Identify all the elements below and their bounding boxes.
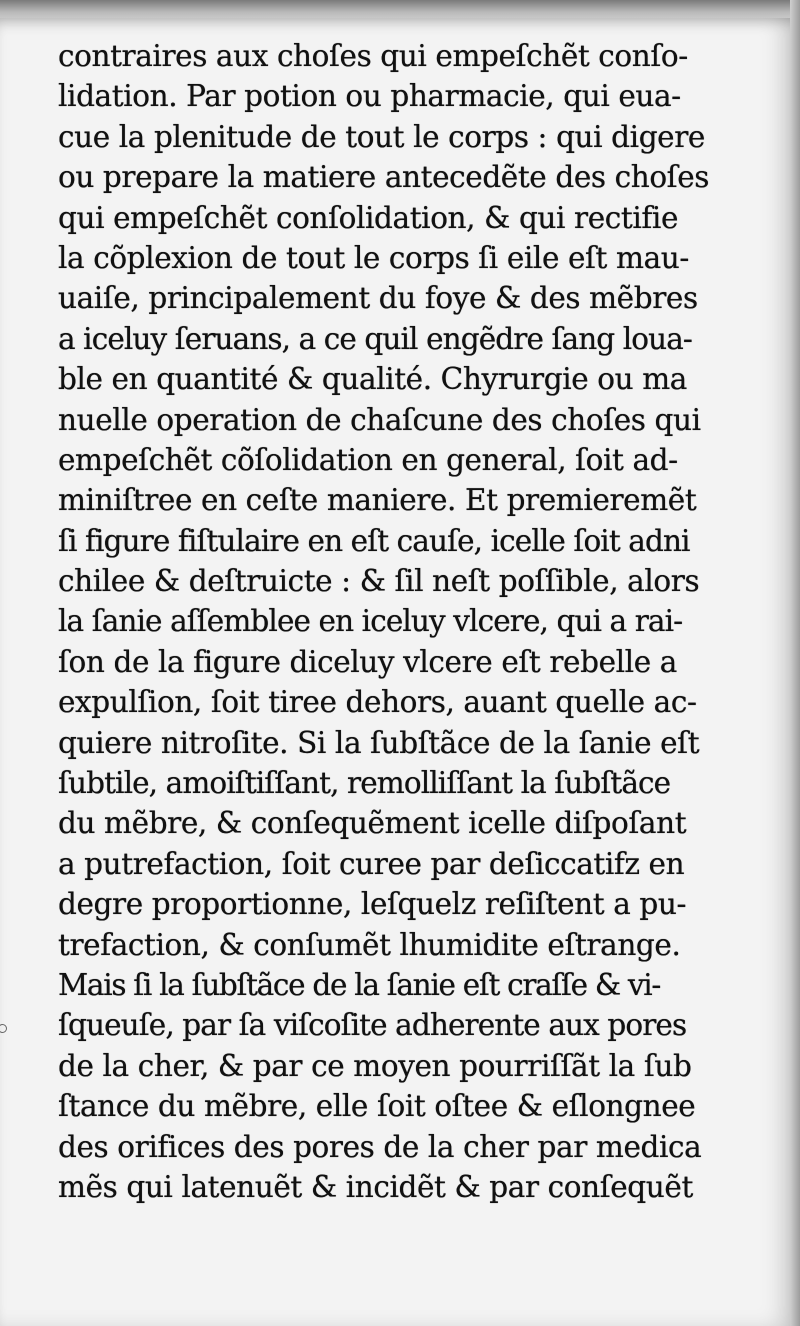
text-line: a putrefaction, ſoit curee par deſiccatifz en <box>58 846 685 881</box>
text-line: qui empeſchẽt conſolidation, & qui rectifie <box>58 200 679 235</box>
text-line: lidation. Par potion ou pharmacie, qui eua- <box>58 79 681 114</box>
book-page <box>0 18 792 1326</box>
text-line: expulſion, ſoit tiree dehors, auant quelle ac- <box>58 685 697 720</box>
page-right-edge <box>790 0 800 1326</box>
text-line: trefaction, & conſumẽt lhumidite eſtrange. <box>58 927 681 962</box>
text-line: du mẽbre, & conſequẽment icelle diſpoſant <box>58 806 687 841</box>
text-line: degre proportionne, leſquelz reſiſtent a pu- <box>58 887 687 922</box>
text-line: quiere nitroſite. Si la ſubſtãce de la ſanie eſt <box>58 725 700 760</box>
text-line: ſtance du mẽbre, elle ſoit oſtee & eſlongnee <box>58 1089 696 1124</box>
text-line: miniſtree en ceſte maniere. Et premieremẽt <box>58 483 697 518</box>
text-line: ſubtile, amoiſtiſſant, remolliſſant la ſubſtãce <box>58 766 671 801</box>
text-line: uaiſe, principalement du foye & des mẽbres <box>58 281 698 316</box>
text-line: mẽs qui latenuẽt & incidẽt & par conſequẽt <box>58 1169 693 1204</box>
text-line: ſqueuſe, par ſa viſcoſite adherente aux pores <box>58 1008 687 1043</box>
text-line: la cõplexion de tout le corps ſi eile eſt mau- <box>58 240 689 275</box>
text-line: ſi figure fiſtulaire en eſt cauſe, icelle ſoit adni <box>58 523 690 558</box>
text-line: la ſanie aſſemblee en iceluy vlcere, qui a rai- <box>58 604 683 639</box>
text-line: a iceluy ſeruans, a ce quil engẽdre ſang loua- <box>58 321 693 356</box>
page-text-block <box>58 36 742 1207</box>
text-line: Mais ſi la ſubſtãce de la ſanie eſt craſſe & vi- <box>58 967 661 1002</box>
text-line: de la cher, & par ce moyen pourriſſãt la ſub <box>58 1048 692 1083</box>
text-line: ble en quantité & qualité. Chyrurgie ou ma <box>58 362 687 397</box>
text-line: cue la plenitude de tout le corps : qui digere <box>58 119 705 154</box>
text-line: ou prepare la matiere antecedẽte des choſes <box>58 160 710 195</box>
margin-ring-mark <box>0 1024 7 1033</box>
text-line: des orifices des pores de la cher par medica <box>58 1129 702 1164</box>
text-line: ſon de la figure diceluy vlcere eſt rebelle a <box>58 644 677 679</box>
text-line: contraires aux choſes qui empeſchẽt conſo- <box>58 39 688 73</box>
text-line: empeſchẽt cõſolidation en general, ſoit ad- <box>58 442 678 477</box>
text-line: nuelle operation de chaſcune des choſes qui <box>58 402 701 437</box>
text-line: chilee & deſtruicte : & ſil neſt poſſible, alors <box>58 564 700 599</box>
